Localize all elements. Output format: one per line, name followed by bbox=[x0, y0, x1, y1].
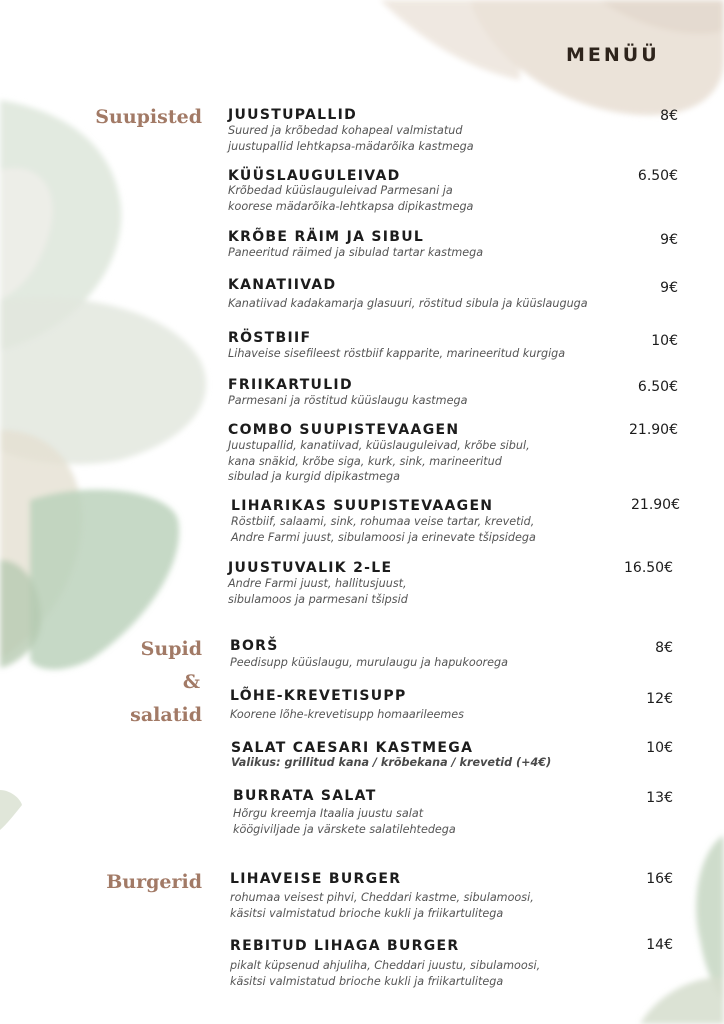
section-title-line: & bbox=[182, 671, 200, 693]
item-price: 10€ bbox=[646, 740, 673, 756]
item-name: FRIIKARTULID bbox=[228, 377, 353, 393]
item-name: LIHARIKAS SUUPISTEVAAGEN bbox=[231, 498, 494, 514]
item-price: 6.50€ bbox=[637, 379, 678, 395]
item-description: Lihaveise sisefileest röstbiif kapparite, marineeritud kurgiga bbox=[228, 347, 566, 360]
item-name: JUUSTUVALIK 2-LE bbox=[228, 560, 393, 576]
item-price: 16.50€ bbox=[624, 560, 673, 576]
item-name: COMBO SUUPISTEVAAGEN bbox=[228, 422, 460, 438]
item-description: Juustupallid, kanatiivad, küüslauguleivad, krõbe sibul, kana snäkid, krõbe siga, kurk, sink, marineeritud sibulad ja kurgid dipikastmega bbox=[228, 439, 530, 483]
item-description: Kanatiivad kadakamarja glasuuri, röstitud sibula ja küüslauguga bbox=[228, 297, 588, 310]
item-name: JUUSTUPALLID bbox=[228, 107, 358, 123]
item-price: 8€ bbox=[660, 108, 678, 124]
item-price: 21.90€ bbox=[631, 497, 680, 513]
section-title-supid-salatid bbox=[130, 633, 202, 732]
section-title-suupisted: Suupisted bbox=[95, 106, 202, 128]
item-price: 10€ bbox=[651, 333, 678, 349]
item-name: KÜÜSLAUGULEIVAD bbox=[228, 168, 401, 184]
item-description: Hõrgu kreemja Itaalia juustu salat köögiviljade ja värskete salatilehtedega bbox=[233, 807, 456, 836]
section-title-burgerid: Burgerid bbox=[106, 871, 202, 893]
item-description: Valikus: grillitud kana / krõbekana / krevetid (+4€) bbox=[231, 756, 552, 769]
item-name: SALAT CAESARI KASTMEGA bbox=[231, 740, 474, 756]
item-name: LIHAVEISE BURGER bbox=[230, 871, 402, 887]
item-price: 13€ bbox=[646, 790, 673, 806]
item-description: Koorene lõhe-krevetisupp homaarileemes bbox=[230, 708, 464, 721]
item-description: Andre Farmi juust, hallitusjuust, sibulamoos ja parmesani tšipsid bbox=[228, 577, 408, 606]
item-description: Krõbedad küüslauguleivad Parmesani ja koorese mädarõika-lehtkapsa dipikastmega bbox=[228, 184, 474, 213]
item-name: BURRATA SALAT bbox=[233, 788, 377, 804]
section-title-line: salatid bbox=[130, 704, 202, 726]
item-name: BORŠ bbox=[230, 638, 279, 654]
item-description: pikalt küpsenud ahjuliha, Cheddari juustu, sibulamoosi, käsitsi valmistatud brioche kukli ja friikartulitega bbox=[230, 959, 541, 988]
item-description: rohumaa veisest pihvi, Cheddari kastme, sibulamoosi, käsitsi valmistatud brioche kukli ja friikartulitega bbox=[230, 891, 534, 920]
item-price: 14€ bbox=[646, 937, 673, 953]
item-price: 9€ bbox=[660, 280, 678, 296]
item-price: 8€ bbox=[655, 640, 673, 656]
item-name: REBITUD LIHAGA BURGER bbox=[230, 938, 460, 954]
item-description: Suured ja krõbedad kohapeal valmistatud juustupallid lehtkapsa-mädarõika kastmega bbox=[228, 124, 474, 153]
item-description: Peedisupp küüslaugu, murulaugu ja hapukoorega bbox=[230, 656, 508, 669]
section-title-line: Supid bbox=[140, 638, 202, 660]
left-leaf-shape bbox=[0, 100, 206, 669]
item-description: Parmesani ja röstitud küüslaugu kastmega bbox=[228, 394, 468, 407]
item-name: KANATIIVAD bbox=[228, 277, 337, 293]
item-name: LÕHE-KREVETISUPP bbox=[230, 688, 407, 704]
item-name: RÖSTBIIF bbox=[228, 330, 312, 346]
item-price: 16€ bbox=[646, 871, 673, 887]
item-price: 12€ bbox=[646, 691, 673, 707]
item-price: 9€ bbox=[660, 232, 678, 248]
item-description: Paneeritud räimed ja sibulad tartar kastmega bbox=[228, 246, 484, 259]
bottom-left-leaf-shape bbox=[0, 790, 22, 830]
cream-petal-shape bbox=[380, 0, 724, 115]
bottom-right-leaf-shape bbox=[640, 835, 724, 1024]
item-price: 21.90€ bbox=[629, 422, 678, 438]
item-description: Röstbiif, salaami, sink, rohumaa veise tartar, krevetid, Andre Farmi juust, sibulamoosi ja erinevate tšipsidega bbox=[231, 515, 536, 544]
item-name: KRÕBE RÄIM JA SIBUL bbox=[228, 229, 425, 245]
item-price: 6.50€ bbox=[637, 168, 678, 184]
page-title: MENÜÜ bbox=[566, 44, 660, 66]
